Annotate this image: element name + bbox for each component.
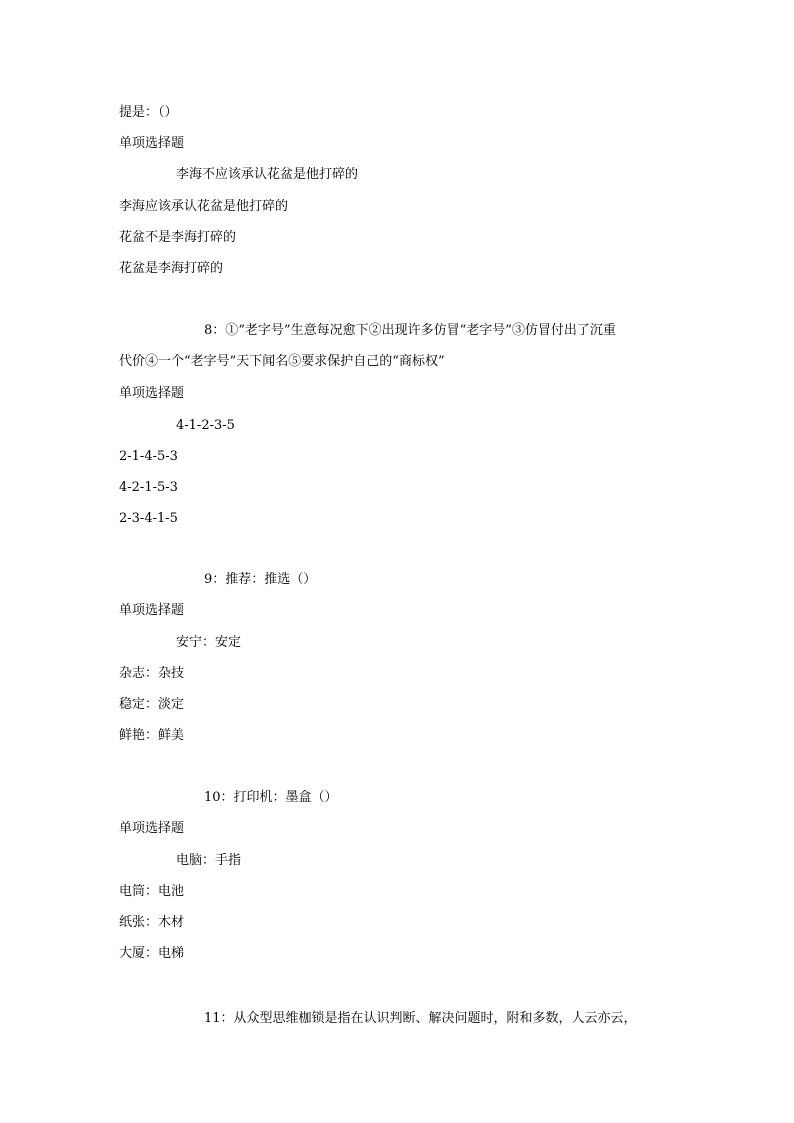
question-stem: 10：打印机：墨盒（） — [204, 790, 338, 805]
option-c: 纸张：木材 — [119, 915, 185, 930]
question-type: 单项选择题 — [119, 821, 185, 836]
question-stem: 8：①“老字号”生意每况愈下②出现许多仿冒“老字号”③仿冒付出了沉重 — [204, 323, 616, 338]
option-a: 电脑：手指 — [176, 853, 242, 868]
option-d: 花盆是李海打碎的 — [119, 261, 224, 276]
option-a: 安宁：安定 — [176, 635, 242, 650]
option-d: 鲜艳：鲜美 — [119, 728, 185, 743]
option-b: 电筒：电池 — [119, 884, 185, 899]
option-b: 杂志：杂技 — [119, 666, 185, 681]
option-c: 4-2-1-5-3 — [119, 480, 178, 495]
option-a: 4-1-2-3-5 — [176, 418, 235, 433]
question-stem: 提是：（） — [119, 105, 178, 120]
option-b: 2-1-4-5-3 — [119, 449, 178, 464]
question-stem-continued: 代价④一个“老字号”天下闻名⑤要求保护自己的“商标权” — [119, 354, 445, 369]
question-type: 单项选择题 — [119, 136, 185, 151]
question-type: 单项选择题 — [119, 386, 185, 401]
question-stem: 9：推荐：推选（） — [204, 572, 317, 587]
option-d: 大厦：电梯 — [119, 946, 185, 961]
option-c: 花盆不是李海打碎的 — [119, 230, 237, 245]
question-type: 单项选择题 — [119, 603, 185, 618]
option-d: 2-3-4-1-5 — [119, 511, 178, 526]
option-b: 李海应该承认花盆是他打碎的 — [119, 199, 289, 214]
option-c: 稳定：淡定 — [119, 697, 185, 712]
option-a: 李海不应该承认花盆是他打碎的 — [176, 167, 359, 182]
question-stem: 11：从众型思维枷锁是指在认识判断、解决问题时，附和多数，人云亦云， — [204, 1011, 637, 1026]
